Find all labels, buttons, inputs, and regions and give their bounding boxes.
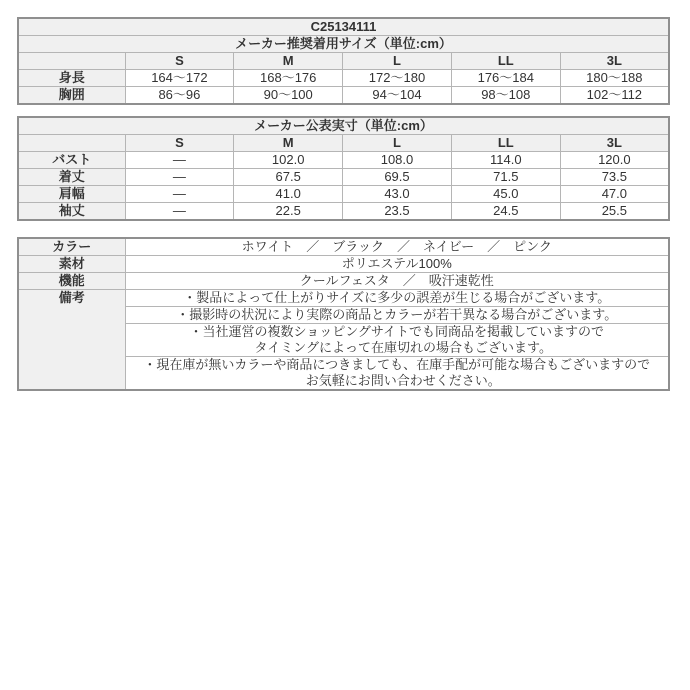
size-value-cell: ― <box>125 186 234 203</box>
recommended-size-table <box>17 17 670 105</box>
row-label-material: 素材 <box>18 256 125 273</box>
remark-line: ・撮影時の状況により実際の商品とカラーが若干異なる場合がございます。 <box>176 307 618 322</box>
size-value-cell: 41.0 <box>234 186 343 203</box>
row-label-remarks: 備考 <box>18 290 125 391</box>
empty-header-cell <box>18 135 125 152</box>
row-label-bust: バスト <box>18 152 125 169</box>
table-row <box>18 53 669 70</box>
size-value-cell: 86～96 <box>125 87 234 105</box>
remark-line: タイミングによって在庫切れの場合もございます。 <box>254 340 552 355</box>
size-col-header-3l: 3L <box>560 135 669 152</box>
size-value-cell: 45.0 <box>451 186 560 203</box>
row-label-shoulder-width: 肩幅 <box>18 186 125 203</box>
size-value-cell: 114.0 <box>451 152 560 169</box>
size-col-header-m: M <box>234 135 343 152</box>
size-value-cell: 180～188 <box>560 70 669 87</box>
row-label-body-length: 着丈 <box>18 169 125 186</box>
size-value-cell: 102.0 <box>234 152 343 169</box>
size-value-cell: 73.5 <box>560 169 669 186</box>
table-row <box>18 36 669 53</box>
table-row <box>18 70 669 87</box>
table-row <box>18 273 669 290</box>
size-value-cell: 67.5 <box>234 169 343 186</box>
size-value-cell: 120.0 <box>560 152 669 169</box>
row-label-function: 機能 <box>18 273 125 290</box>
table-row <box>18 290 669 307</box>
table-row <box>18 256 669 273</box>
size-col-header-3l: 3L <box>560 53 669 70</box>
size-col-header-l: L <box>343 135 452 152</box>
size-col-header-l: L <box>343 53 452 70</box>
size-value-cell: 24.5 <box>451 203 560 221</box>
remark-line: お気軽にお問い合わせください。 <box>305 373 501 388</box>
material-value: ポリエステル100% <box>125 256 669 273</box>
size-col-header-s: S <box>125 53 234 70</box>
row-label-sleeve-length: 袖丈 <box>18 203 125 221</box>
remark-item <box>125 357 669 391</box>
remark-item <box>125 307 669 324</box>
size-value-cell: 90～100 <box>234 87 343 105</box>
table-row <box>18 203 669 221</box>
recommended-size-title: メーカー推奨着用サイズ（単位:cm） <box>18 36 669 53</box>
size-value-cell: 69.5 <box>343 169 452 186</box>
size-value-cell: 172～180 <box>343 70 452 87</box>
empty-header-cell <box>18 53 125 70</box>
remark-line: ・製品によって仕上がりサイズに多少の誤差が生じる場合がございます。 <box>183 290 611 305</box>
product-code: C25134111 <box>18 18 669 36</box>
actual-size-title: メーカー公表実寸（単位:cm） <box>18 117 669 135</box>
size-value-cell: 98～108 <box>451 87 560 105</box>
table-row <box>18 135 669 152</box>
size-col-header-s: S <box>125 135 234 152</box>
row-label-chest: 胸囲 <box>18 87 125 105</box>
size-value-cell: 23.5 <box>343 203 452 221</box>
size-value-cell: 164～172 <box>125 70 234 87</box>
size-value-cell: 168～176 <box>234 70 343 87</box>
size-value-cell: 47.0 <box>560 186 669 203</box>
color-value: ホワイト ／ ブラック ／ ネイビー ／ ピンク <box>125 238 669 256</box>
size-value-cell: 22.5 <box>234 203 343 221</box>
size-col-header-ll: LL <box>451 53 560 70</box>
table-row <box>18 18 669 36</box>
function-value: クールフェスタ ／ 吸汗速乾性 <box>125 273 669 290</box>
size-value-cell: ― <box>125 152 234 169</box>
size-value-cell: 176～184 <box>451 70 560 87</box>
remark-line: ・現在庫が無いカラーや商品につきましても、在庫手配が可能な場合もございますので <box>143 357 651 372</box>
remark-line: ・当社運営の複数ショッピングサイトでも同商品を掲載していますので <box>189 324 605 339</box>
size-value-cell: ― <box>125 203 234 221</box>
table-row <box>18 117 669 135</box>
size-value-cell: 108.0 <box>343 152 452 169</box>
table-row <box>18 169 669 186</box>
product-details-table <box>17 237 670 391</box>
size-value-cell: 71.5 <box>451 169 560 186</box>
table-row <box>18 87 669 105</box>
size-value-cell: ― <box>125 169 234 186</box>
size-value-cell: 43.0 <box>343 186 452 203</box>
table-row <box>18 186 669 203</box>
table-row <box>18 152 669 169</box>
row-label-height: 身長 <box>18 70 125 87</box>
remark-item <box>125 324 669 357</box>
size-value-cell: 25.5 <box>560 203 669 221</box>
actual-size-table <box>17 116 670 221</box>
row-label-color: カラー <box>18 238 125 256</box>
size-value-cell: 94～104 <box>343 87 452 105</box>
size-col-header-ll: LL <box>451 135 560 152</box>
size-col-header-m: M <box>234 53 343 70</box>
remark-item <box>125 290 669 307</box>
size-value-cell: 102～112 <box>560 87 669 105</box>
table-row <box>18 238 669 256</box>
